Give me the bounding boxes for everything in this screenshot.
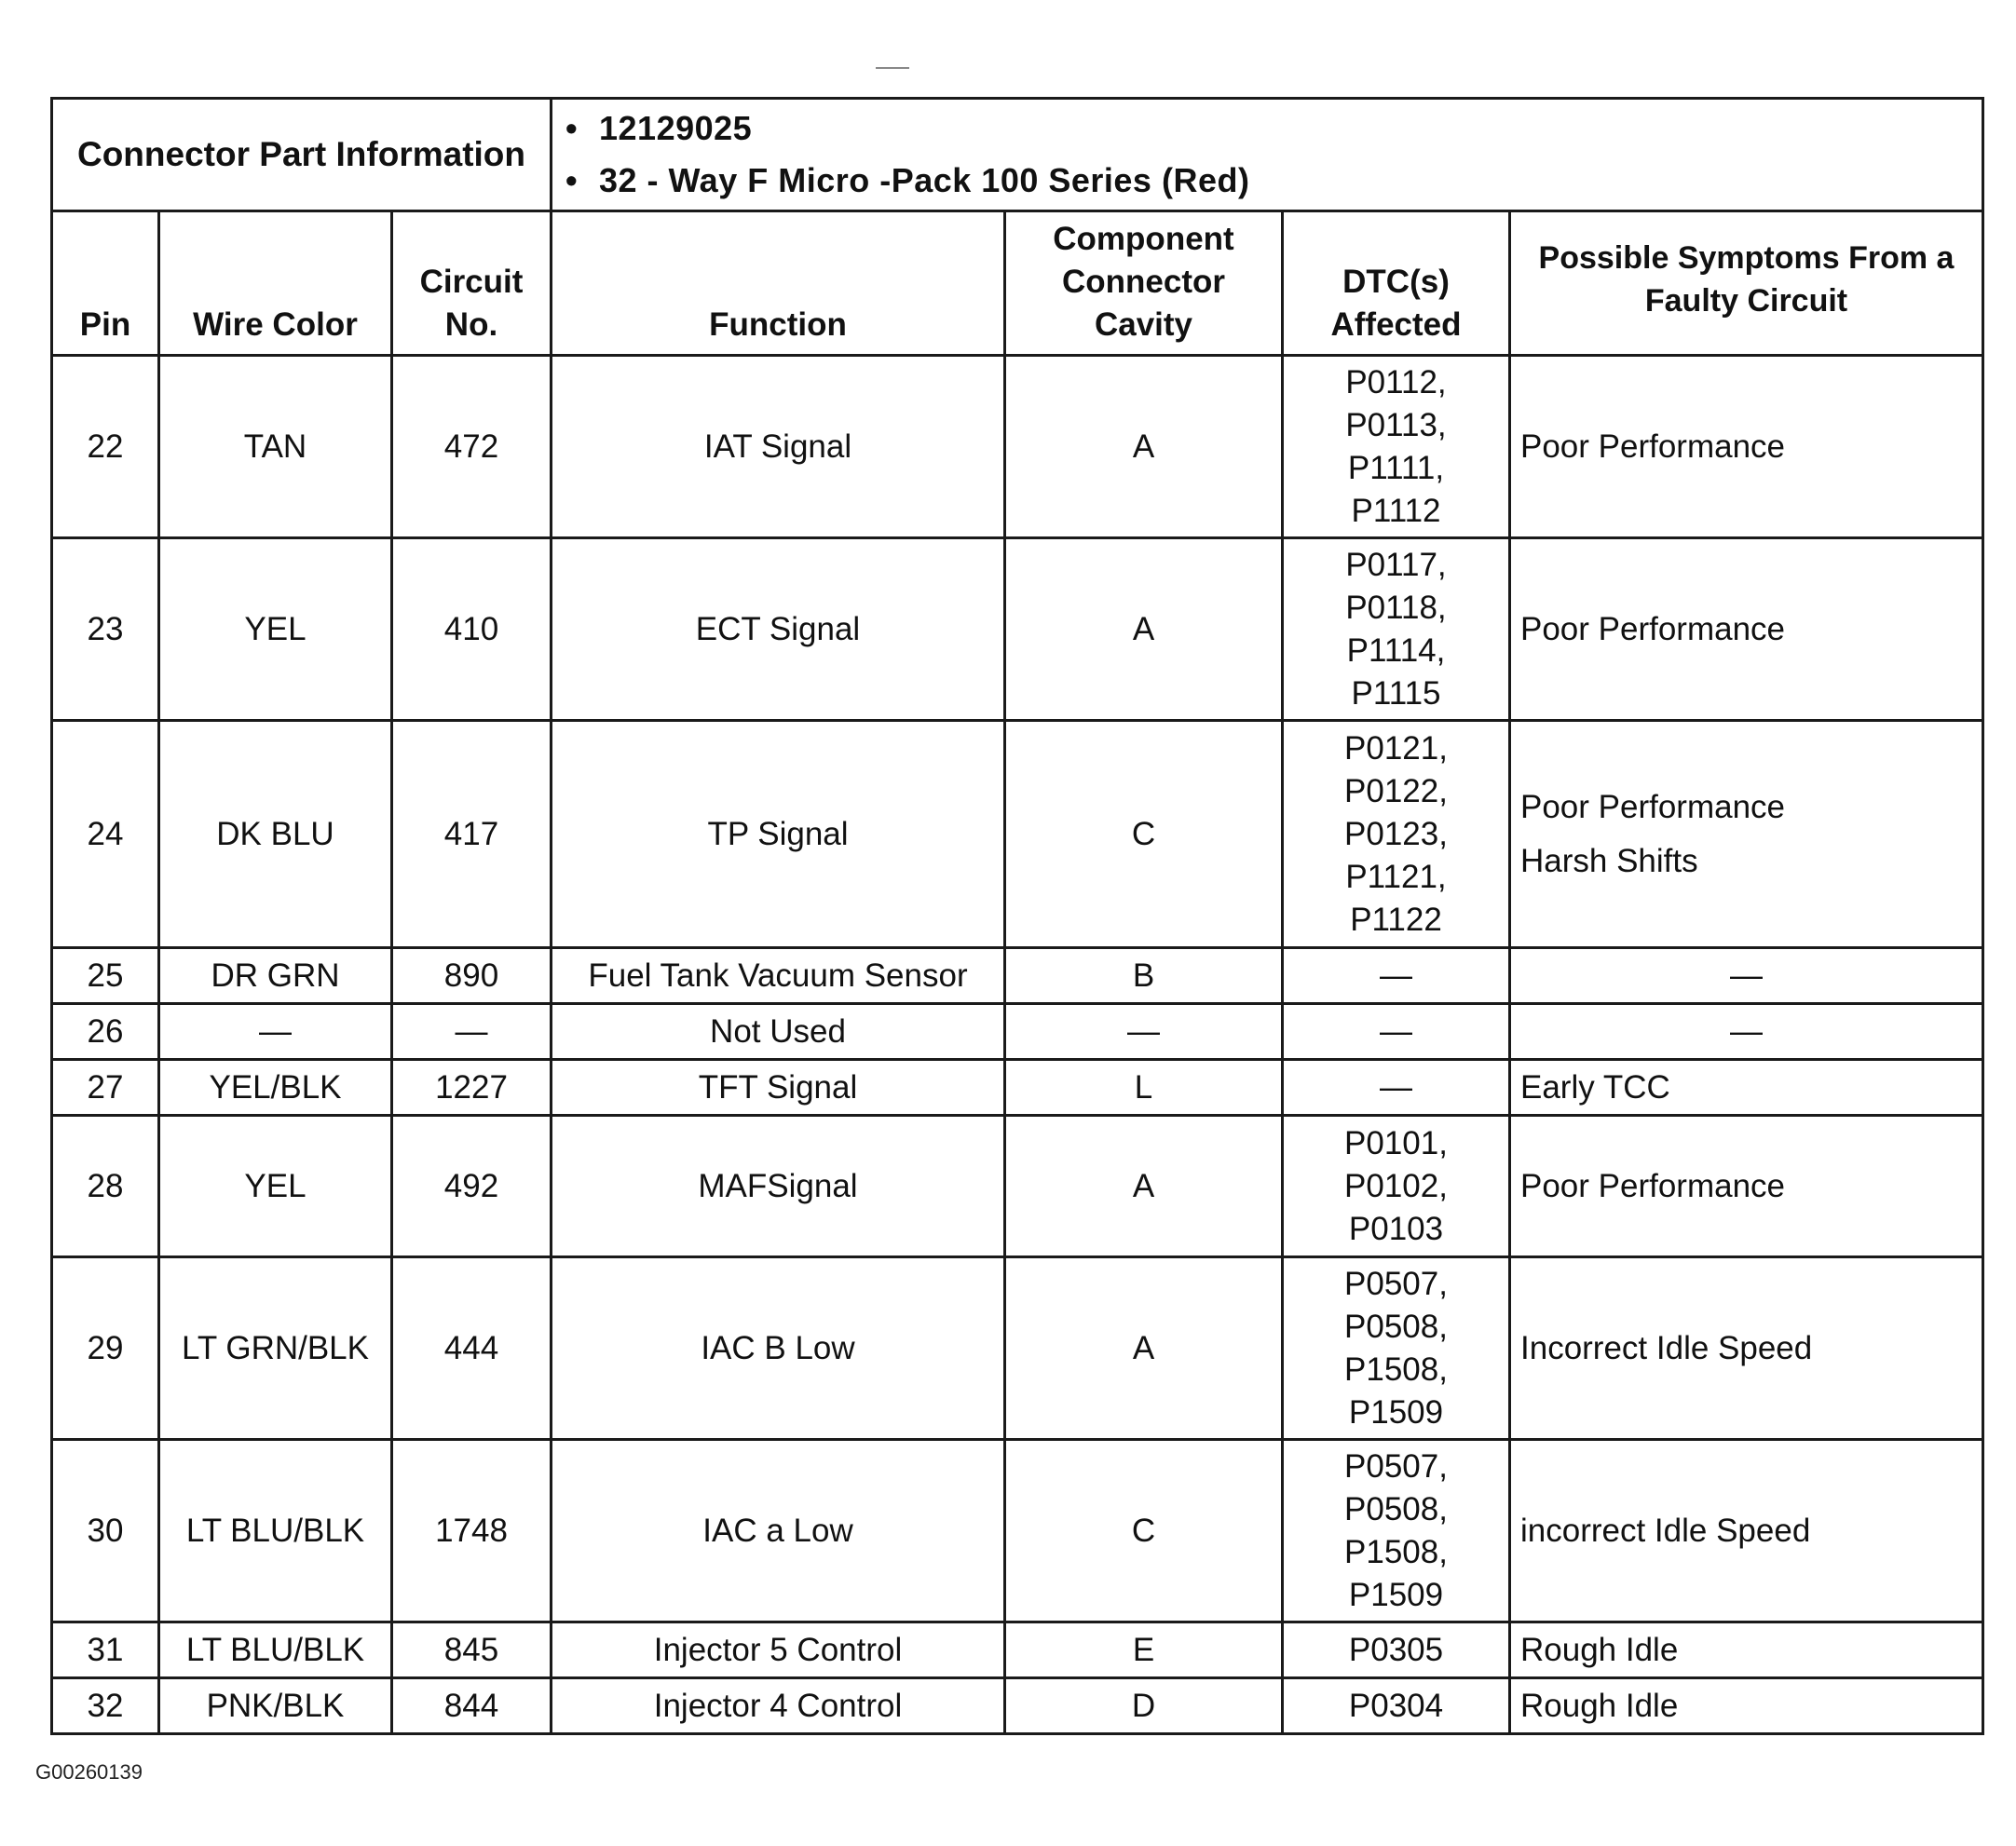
cell-dtc: — [1283, 948, 1510, 1004]
header-cavity: Component Connector Cavity [1005, 211, 1283, 356]
cell-function: TFT Signal [552, 1060, 1005, 1116]
cell-symptoms: Poor Performance [1510, 538, 1983, 721]
cell-cavity: A [1005, 356, 1283, 538]
cell-wire-color: YEL [159, 538, 392, 721]
cell-dtc: P0101, P0102, P0103 [1283, 1116, 1510, 1257]
cell-symptoms: Rough Idle [1510, 1678, 1983, 1734]
cell-cavity: L [1005, 1060, 1283, 1116]
cell-wire-color: TAN [159, 356, 392, 538]
header-dtc: DTC(s) Affected [1283, 211, 1510, 356]
cell-function: IAT Signal [552, 356, 1005, 538]
cell-dtc: P0507, P0508, P1508, P1509 [1283, 1257, 1510, 1440]
table-row [52, 1257, 1983, 1440]
cell-wire-color: YEL [159, 1116, 392, 1257]
cell-function: Injector 5 Control [552, 1622, 1005, 1678]
pinout-table [50, 210, 1984, 1735]
cell-symptoms: — [1510, 1004, 1983, 1060]
cell-cavity: A [1005, 538, 1283, 721]
cell-dtc: P0121, P0122, P0123, P1121, P1122 [1283, 721, 1510, 948]
cell-wire-color: DK BLU [159, 721, 392, 948]
header-symptoms: Possible Symptoms From a Faulty Circuit [1510, 211, 1983, 356]
bullet-icon: • [565, 161, 579, 199]
table-row [52, 1678, 1983, 1734]
cell-symptoms: Early TCC [1510, 1060, 1983, 1116]
cell-symptoms: Rough Idle [1510, 1622, 1983, 1678]
cell-cavity: A [1005, 1257, 1283, 1440]
cell-dtc: P0112, P0113, P1111, P1112 [1283, 356, 1510, 538]
cell-symptoms: Incorrect Idle Speed [1510, 1257, 1983, 1440]
cell-cavity: E [1005, 1622, 1283, 1678]
cell-pin: 32 [52, 1678, 159, 1734]
cell-function: ECT Signal [552, 538, 1005, 721]
cell-wire-color: YEL/BLK [159, 1060, 392, 1116]
cell-pin: 27 [52, 1060, 159, 1116]
cell-pin: 24 [52, 721, 159, 948]
table-row [52, 538, 1983, 721]
cell-pin: 31 [52, 1622, 159, 1678]
cell-dtc: P0117, P0118, P1114, P1115 [1283, 538, 1510, 721]
cell-circuit: 1227 [392, 1060, 552, 1116]
connector-table-sheet [50, 97, 1984, 1735]
cell-pin: 29 [52, 1257, 159, 1440]
cell-circuit: 1748 [392, 1440, 552, 1622]
cell-dtc: P0507, P0508, P1508, P1509 [1283, 1440, 1510, 1622]
cell-wire-color: DR GRN [159, 948, 392, 1004]
cell-cavity: C [1005, 721, 1283, 948]
connector-info-list [552, 99, 1983, 211]
table-row [52, 948, 1983, 1004]
cell-symptoms: incorrect Idle Speed [1510, 1440, 1983, 1622]
cell-function: Fuel Tank Vacuum Sensor [552, 948, 1005, 1004]
cell-pin: 28 [52, 1116, 159, 1257]
cell-dtc: P0305 [1283, 1622, 1510, 1678]
scan-mark [876, 67, 909, 69]
cell-circuit: 492 [392, 1116, 552, 1257]
cell-wire-color: LT BLU/BLK [159, 1440, 392, 1622]
cell-pin: 23 [52, 538, 159, 721]
cell-cavity: A [1005, 1116, 1283, 1257]
cell-pin: 26 [52, 1004, 159, 1060]
cell-function: Not Used [552, 1004, 1005, 1060]
cell-circuit: 890 [392, 948, 552, 1004]
cell-dtc: P0304 [1283, 1678, 1510, 1734]
cell-circuit: 417 [392, 721, 552, 948]
cell-symptoms: Poor Performance [1510, 356, 1983, 538]
cell-pin: 30 [52, 1440, 159, 1622]
cell-circuit: 844 [392, 1678, 552, 1734]
cell-function: IAC a Low [552, 1440, 1005, 1622]
header-wire-color: Wire Color [159, 211, 392, 356]
connector-info-label: Connector Part Information [52, 99, 552, 211]
connector-description: • 32 - Way F Micro -Pack 100 Series (Red) [565, 155, 1982, 207]
cell-cavity: C [1005, 1440, 1283, 1622]
cell-pin: 25 [52, 948, 159, 1004]
header-circuit: Circuit No. [392, 211, 552, 356]
bullet-icon: • [565, 109, 579, 147]
cell-circuit: 410 [392, 538, 552, 721]
cell-circuit: 472 [392, 356, 552, 538]
cell-symptoms: Poor Performance [1510, 1116, 1983, 1257]
header-function: Function [552, 211, 1005, 356]
table-row [52, 1440, 1983, 1622]
table-header-row [52, 211, 1983, 356]
cell-function: IAC B Low [552, 1257, 1005, 1440]
connector-info-row [52, 99, 1983, 211]
cell-symptoms: Poor Performance Harsh Shifts [1510, 721, 1983, 948]
header-pin: Pin [52, 211, 159, 356]
cell-dtc: — [1283, 1060, 1510, 1116]
table-row [52, 1060, 1983, 1116]
cell-circuit: 444 [392, 1257, 552, 1440]
cell-dtc: — [1283, 1004, 1510, 1060]
cell-pin: 22 [52, 356, 159, 538]
cell-function: MAFSignal [552, 1116, 1005, 1257]
cell-function: TP Signal [552, 721, 1005, 948]
table-row [52, 721, 1983, 948]
cell-circuit: 845 [392, 1622, 552, 1678]
table-row [52, 356, 1983, 538]
table-row [52, 1622, 1983, 1678]
cell-cavity: B [1005, 948, 1283, 1004]
cell-cavity: — [1005, 1004, 1283, 1060]
table-row [52, 1116, 1983, 1257]
cell-wire-color: LT GRN/BLK [159, 1257, 392, 1440]
cell-cavity: D [1005, 1678, 1283, 1734]
figure-id: G00260139 [35, 1760, 143, 1784]
connector-info-table [50, 97, 1984, 212]
table-row [52, 1004, 1983, 1060]
cell-wire-color: PNK/BLK [159, 1678, 392, 1734]
cell-wire-color: — [159, 1004, 392, 1060]
cell-wire-color: LT BLU/BLK [159, 1622, 392, 1678]
cell-symptoms: — [1510, 948, 1983, 1004]
cell-function: Injector 4 Control [552, 1678, 1005, 1734]
connector-part-number: • 12129025 [565, 102, 1982, 155]
cell-circuit: — [392, 1004, 552, 1060]
